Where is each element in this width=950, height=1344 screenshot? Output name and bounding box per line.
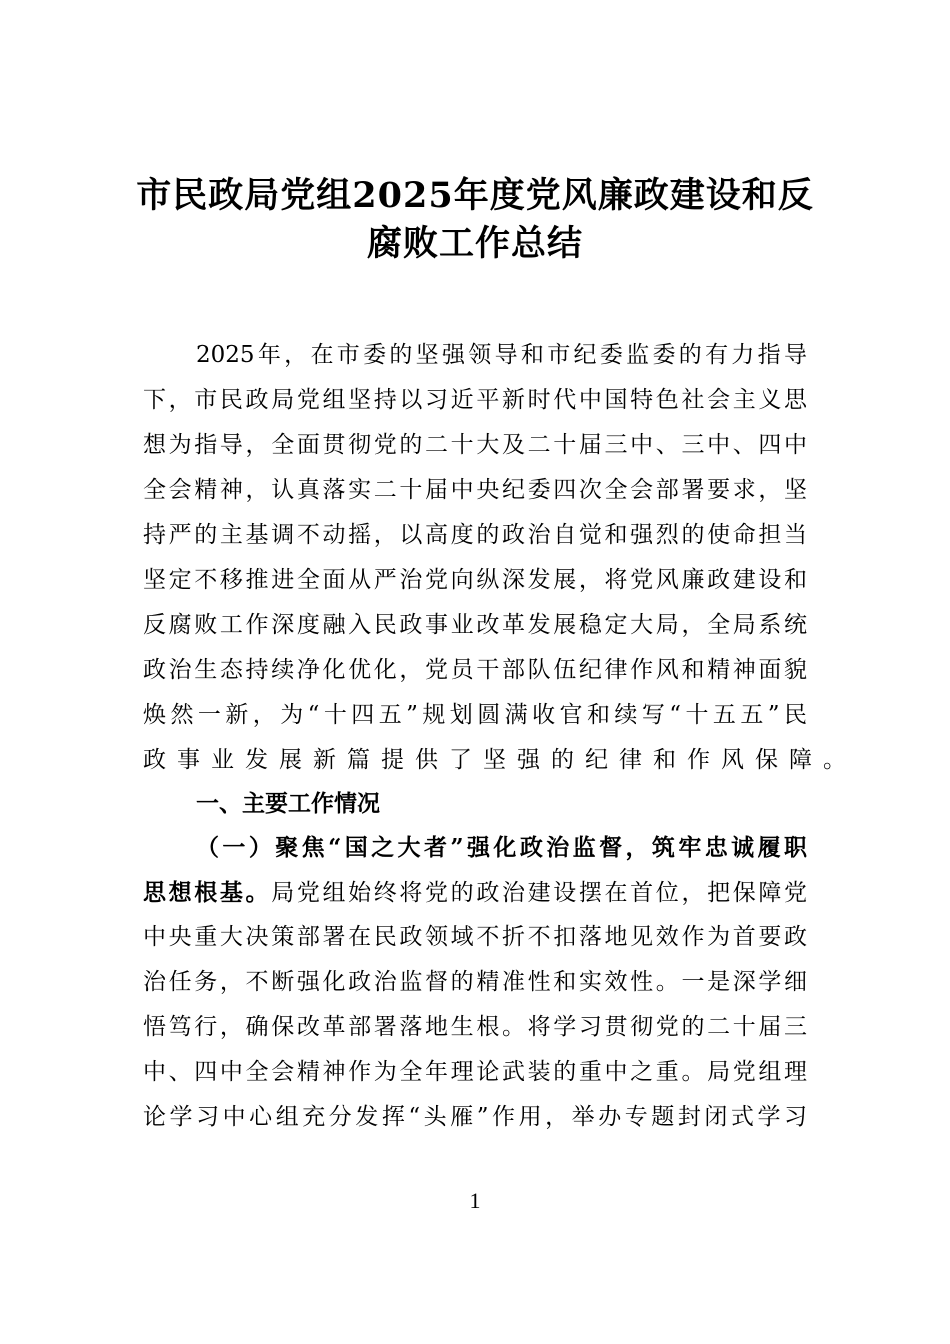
text-line: 想为指导，全面贯彻党的二十大及二十届三中、三中、四中 bbox=[143, 432, 807, 458]
subsection-heading-end: 思想根基。 bbox=[143, 879, 272, 906]
document-title-line-2: 腐败工作总结 bbox=[366, 223, 583, 264]
text-line: 悟笃行，确保改革部署落地生根。将学习贯彻党的二十届三 bbox=[143, 1014, 807, 1040]
section-heading: 一、主要工作情况 bbox=[196, 791, 380, 817]
text-line: 中央重大决策部署在民政领域不折不扣落地见效作为首要政 bbox=[143, 924, 807, 950]
subsection-heading: （一）聚焦“国之大者”强化政治监督，筑牢忠诚履职 bbox=[196, 834, 807, 861]
page-number: 1 bbox=[469, 1188, 481, 1213]
subsection-paragraph bbox=[143, 825, 807, 1140]
text-line bbox=[143, 870, 807, 915]
text-line: 治任务，不断强化政治监督的精准性和实效性。一是深学细 bbox=[143, 969, 807, 995]
text-line: 政事业发展新篇提供了坚强的纪律和作风保障。 bbox=[143, 747, 857, 773]
text-line: 论学习中心组充分发挥“头雁”作用，举办专题封闭式学习 bbox=[143, 1104, 807, 1130]
text-line: 持严的主基调不动摇，以高度的政治自觉和强烈的使命担当 bbox=[143, 522, 807, 548]
text-line: 反腐败工作深度融入民政事业改革发展稳定大局，全局系统 bbox=[143, 612, 807, 638]
text-line: 2025年，在市委的坚强领导和市纪委监委的有力指导 bbox=[196, 342, 807, 368]
text-line: 下，市民政局党组坚持以习近平新时代中国特色社会主义思 bbox=[143, 387, 807, 413]
text-line: 全会精神，认真落实二十届中央纪委四次全会部署要求，坚 bbox=[143, 477, 807, 503]
text-span: 局党组始终将党的政治建设摆在首位，把保障党 bbox=[271, 880, 808, 906]
document-body bbox=[143, 333, 857, 1140]
text-line: 坚定不移推进全面从严治党向纵深发展，将党风廉政建设和 bbox=[143, 567, 807, 593]
intro-paragraph bbox=[143, 333, 857, 783]
text-line: 中、四中全会精神作为全年理论武装的重中之重。局党组理 bbox=[143, 1059, 807, 1085]
text-line: 政治生态持续净化优化，党员干部队伍纪律作风和精神面貌 bbox=[143, 657, 807, 683]
text-line: 焕然一新，为“十四五”规划圆满收官和续写“十五五”民 bbox=[143, 702, 807, 728]
document-title-line-1: 市民政局党组2025年度党风廉政建设和反 bbox=[136, 175, 814, 216]
